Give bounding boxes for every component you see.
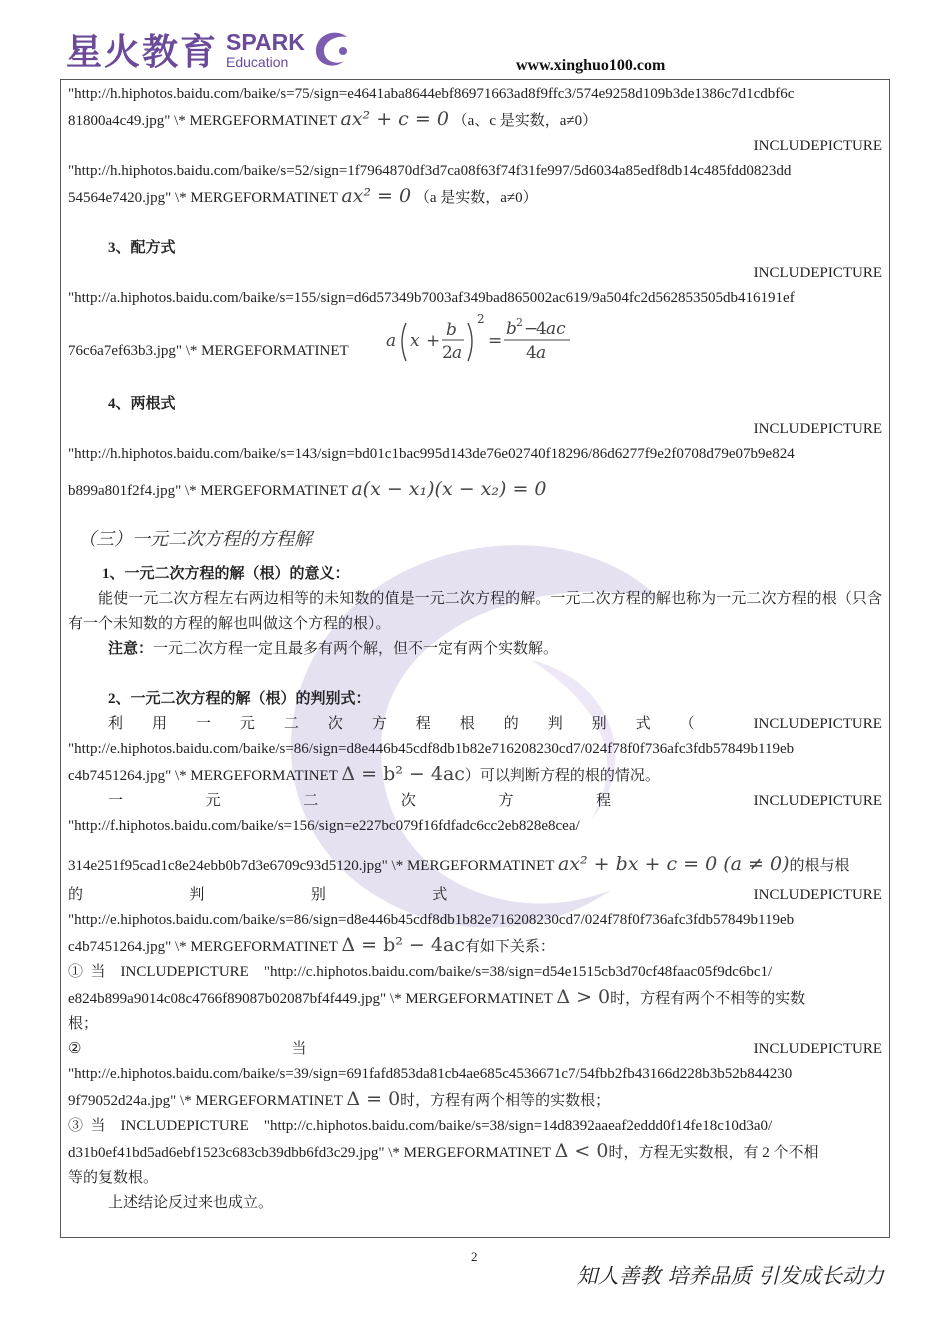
line-tail: ）可以判断方程的根的情况。 — [464, 768, 660, 784]
line-tail: 时，方程有两个相等的实数根； — [400, 1093, 611, 1109]
spread-char: 一 — [195, 716, 211, 732]
url-line: "http://e.hiphotos.baidu.com/baike/s=86/sign=d8e446b45cdf8db1b82e716208230cd7/024f78f0f736afc3fdb57849b119eb — [68, 912, 795, 928]
spread-char: 二 — [303, 793, 319, 809]
spread-char: 次 — [327, 716, 343, 732]
spread-char: 用 — [151, 716, 167, 732]
svg-text:4: 4 — [526, 343, 537, 363]
section-title-lianggen: 4、两根式 — [108, 396, 176, 412]
spread-char: 次 — [400, 793, 416, 809]
page-header — [0, 0, 950, 82]
svg-text:+: + — [426, 331, 441, 351]
spread-char: 式 — [432, 887, 448, 903]
note-label: 注意： — [108, 641, 154, 657]
subsection-title: 2、一元二次方程的解（根）的判别式： — [108, 691, 371, 707]
two-roots-formula: a(x − x₁)(x − x₂) = 0 — [351, 478, 547, 500]
case-2-number: ② — [68, 1041, 82, 1057]
url-line: "http://h.hiphotos.baidu.com/baike/s=143/sign=bd01c1bac995d143de76e02740f18296/86d6277f9e2f0708d79e07b9e824 — [68, 446, 795, 462]
spread-line — [68, 883, 882, 908]
formula-line — [68, 311, 882, 367]
case-1-line: ① 当 INCLUDEPICTURE "http://c.hiphotos.baidu.com/baike/s=38/sign=d54e1515cb3d70cf48faac05f9dc6bc1/ — [68, 964, 773, 980]
formula-line — [68, 473, 882, 507]
spread-line — [68, 789, 882, 814]
svg-text:2: 2 — [516, 316, 523, 329]
includepicture-label: INCLUDEPICTURE — [753, 265, 882, 281]
logo-education-text: Education — [226, 53, 289, 70]
spread-char: 元 — [239, 716, 255, 732]
spread-char: 根 — [459, 716, 475, 732]
line-tail: 的根与根 — [789, 858, 850, 874]
spread-char: 利 — [108, 716, 124, 732]
svg-text:ac: ac — [546, 319, 566, 339]
url-line: "http://e.hiphotos.baidu.com/baike/s=39/sign=691fafd853da81cb4ae685c4536671c7/54fbb2fb43166d228b3b52b844230 — [68, 1066, 793, 1082]
includepicture-label: INCLUDEPICTURE — [753, 421, 882, 437]
line-tail: 时，方程有两个不相等的实数 — [610, 991, 806, 1007]
discriminant-formula: Δ = b² − 4ac — [341, 763, 465, 785]
line-tail: 时，方程无实数根，有 2 个不相 — [608, 1145, 819, 1161]
includepicture-label: INCLUDEPICTURE — [753, 138, 882, 154]
case-2-when: 当 — [291, 1041, 307, 1057]
url-text: c4b7451264.jpg" \* MERGEFORMATINET — [68, 939, 338, 955]
url-text: d31b0ef41bd5ad6ebf1523c683cb39dbb6fd3c29.jpg" \* MERGEFORMATINET — [68, 1145, 551, 1161]
case-1-formula-line — [68, 985, 882, 1012]
spread-char: 元 — [205, 793, 221, 809]
svg-text:a: a — [452, 343, 463, 363]
svg-text:a: a — [386, 331, 397, 351]
discriminant-formula: Δ = b² − 4ac — [341, 934, 465, 956]
url-line: "http://h.hiphotos.baidu.com/baike/s=52/sign=1f7964870df3d7ca08f63f74f31fe997/5d6034a85edf8db14c485fdd0823dd — [68, 163, 792, 179]
quadratic-equation-formula: ax² + bx + c = 0 (a ≠ 0) — [557, 853, 790, 875]
formula-line — [68, 107, 882, 134]
svg-text:−: − — [524, 319, 539, 339]
formula-ax2-plus-c: ax² + c = 0 — [340, 108, 449, 130]
delta-equals-zero: Δ = 0 — [346, 1088, 401, 1110]
content-frame — [60, 79, 890, 1238]
case-3-formula-line — [68, 1139, 882, 1166]
formula-line — [68, 847, 882, 883]
spread-char: 判 — [547, 716, 563, 732]
svg-text:=: = — [488, 331, 503, 351]
case-3-line: ③ 当 INCLUDEPICTURE "http://c.hiphotos.baidu.com/baike/s=38/sign=14d8392aaeaf2eddd0f14fe18c10d3a0/ — [68, 1118, 773, 1134]
includepicture-label: INCLUDEPICTURE — [753, 716, 882, 732]
url-line: "http://h.hiphotos.baidu.com/baike/s=75/sign=e4641aba8644ebf86971663ad8f9ffc3/574e9258d109b3de1386c7d1cdbf6c — [68, 86, 795, 102]
footer-slogan: 知人善教 培养品质 引发成长动力 — [576, 1264, 884, 1288]
spread-char: 程 — [596, 793, 612, 809]
case-3-continuation: 等的复数根。 — [68, 1170, 159, 1186]
svg-text:b: b — [506, 319, 517, 339]
spread-char: （ — [679, 716, 695, 732]
url-line: "http://f.hiphotos.baidu.com/baike/s=156/sign=e227bc079f16fdfadc6cc2eb828e8cea/ — [68, 818, 580, 834]
conclusion-text: 上述结论反过来也成立。 — [108, 1195, 274, 1211]
svg-text:2: 2 — [442, 343, 453, 363]
url-text: 54564e7420.jpg" \* MERGEFORMATINET — [68, 190, 338, 206]
website-url: www.xinghuo100.com — [516, 57, 666, 74]
url-text: 314e251f95cad1c8e24ebb0b7d3e6709c93d5120.jpg" \* MERGEFORMATINET — [68, 858, 555, 874]
note-line — [68, 637, 882, 662]
swirl-logo-icon — [307, 25, 357, 75]
url-text: 9f79052d24a.jpg" \* MERGEFORMATINET — [68, 1093, 343, 1109]
spread-char: 的 — [68, 887, 84, 903]
formula-line — [68, 933, 882, 960]
includepicture-label: INCLUDEPICTURE — [753, 887, 882, 903]
case-2-line — [68, 1037, 882, 1062]
spark-education-logo — [66, 24, 357, 75]
spread-char: 式 — [635, 716, 651, 732]
formula-note: （a 是实数，a≠0） — [414, 190, 538, 206]
spread-char: 一 — [108, 793, 124, 809]
svg-text:b: b — [446, 320, 457, 340]
url-line: "http://e.hiphotos.baidu.com/baike/s=86/sign=d8e446b45cdf8db1b82e716208230cd7/024f78f0f736afc3fdb57849b119eb — [68, 741, 795, 757]
logo-english-text — [226, 28, 305, 70]
includepicture-label: INCLUDEPICTURE — [753, 793, 882, 809]
url-text: c4b7451264.jpg" \* MERGEFORMATINET — [68, 768, 338, 784]
delta-less-zero: Δ < 0 — [554, 1140, 609, 1162]
section-heading: （三）一元二次方程的方程解 — [78, 529, 312, 549]
formula-note: （a、c 是实数，a≠0） — [452, 113, 598, 129]
url-text: 81800a4c49.jpg" \* MERGEFORMATINET — [68, 113, 337, 129]
spread-char: 方 — [498, 793, 514, 809]
paragraph: 能使一元二次方程左右两边相等的未知数的值是一元二次方程的解。一元二次方程的解也称为一元二次方程的根（只含有一个未知数的方程的解也叫做这个方程的根）。 — [68, 591, 882, 632]
completing-square-formula — [384, 309, 584, 369]
delta-greater-zero: Δ > 0 — [556, 986, 611, 1008]
document-body — [68, 82, 882, 1216]
spread-char: 别 — [310, 887, 326, 903]
includepicture-label: INCLUDEPICTURE — [753, 1041, 882, 1057]
logo-spark-text: SPARK — [226, 28, 305, 55]
spread-line — [68, 712, 882, 737]
spread-char: 判 — [189, 887, 205, 903]
case-1-continuation: 根； — [68, 1016, 99, 1032]
spread-char: 程 — [415, 716, 431, 732]
case-2-formula-line — [68, 1087, 882, 1114]
line-tail: 有如下关系： — [464, 939, 555, 955]
spread-char: 别 — [591, 716, 607, 732]
page-number: 2 — [471, 1249, 478, 1264]
section-title-peifang: 3、配方式 — [108, 240, 176, 256]
subsection-title: 1、一元二次方程的解（根）的意义： — [102, 566, 350, 582]
formula-line — [68, 184, 882, 211]
note-text: 一元二次方程一定且最多有两个解，但不一定有两个实数解。 — [153, 641, 559, 657]
url-line: "http://a.hiphotos.baidu.com/baike/s=155/sign=d6d57349b7003af349bad865002ac619/9a504fc2d562853505db416191ef — [68, 290, 795, 306]
formula-ax2: ax² = 0 — [341, 185, 412, 207]
svg-text:4: 4 — [536, 319, 547, 339]
formula-line — [68, 762, 882, 789]
url-text: b899a801f2f4.jpg" \* MERGEFORMATINET — [68, 483, 348, 499]
spread-char: 的 — [503, 716, 519, 732]
spread-char: 方 — [371, 716, 387, 732]
svg-text:x: x — [410, 331, 420, 351]
svg-text:2: 2 — [477, 312, 485, 326]
spread-char: 二 — [283, 716, 299, 732]
logo-chinese-text: 星火教育 — [66, 32, 219, 73]
svg-text:a: a — [536, 343, 547, 363]
url-text: 76c6a7ef63b3.jpg" \* MERGEFORMATINET — [68, 343, 349, 359]
url-text: e824b899a9014c08c4766f89087b02087bf4f449.jpg" \* MERGEFORMATINET — [68, 991, 553, 1007]
